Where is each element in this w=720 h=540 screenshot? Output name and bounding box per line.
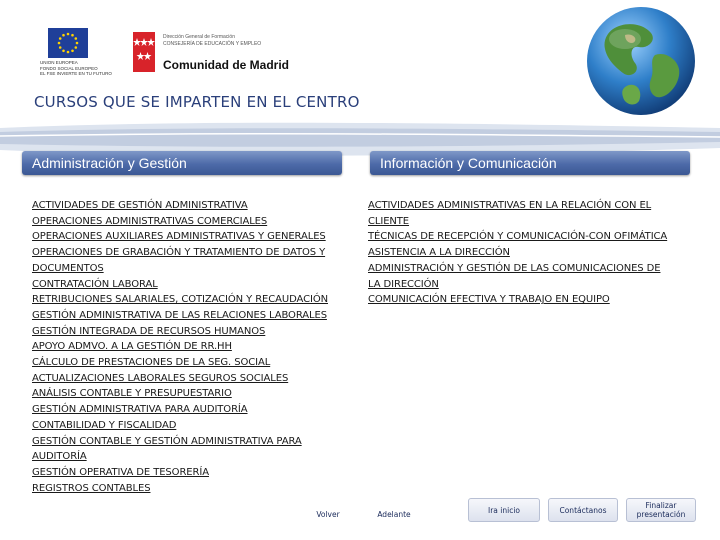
end-presentation-button[interactable] (626, 498, 696, 522)
cm-logo-department: CONSEJERÍA DE EDUCACIÓN Y EMPLEO (163, 41, 262, 47)
next-button-label: Adelante (377, 509, 411, 519)
eu-flag-icon (48, 28, 88, 58)
eu-text-line: EL FSE INVIERTE EN TU FUTURO (40, 71, 112, 76)
course-link[interactable]: CÁLCULO DE PRESTACIONES DE LA SEG. SOCIAL (32, 357, 271, 369)
course-link[interactable]: RETRIBUCIONES SALARIALES, COTIZACIÓN Y RECAUDACIÓN (32, 294, 328, 306)
course-link[interactable]: LA DIRECCIÓN (368, 278, 439, 290)
course-link[interactable]: ACTIVIDADES ADMINISTRATIVAS EN LA RELACIÓN CON EL (368, 200, 652, 211)
course-link[interactable]: COMUNICACIÓN EFECTIVA Y TRABAJO EN EQUIPO (368, 294, 610, 306)
course-link[interactable]: TÉCNICAS DE RECEPCIÓN Y COMUNICACIÓN-CON OFIMÁTICA (368, 231, 668, 243)
cm-logo-subtitle: Dirección General de Formación (163, 34, 235, 40)
back-button[interactable] (304, 503, 352, 525)
cm-logo-title: Comunidad de Madrid (163, 58, 289, 72)
course-link[interactable]: ADMINISTRACIÓN Y GESTIÓN DE LAS COMUNICACIONES DE (368, 262, 661, 274)
course-list-administracion (32, 198, 354, 496)
page-title: CURSOS QUE SE IMPARTEN EN EL CENTRO (34, 93, 360, 111)
home-button-label: Ira inicio (488, 505, 520, 515)
course-link[interactable]: AUDITORÍA (32, 451, 87, 463)
course-link[interactable]: CONTRATACIÓN LABORAL (32, 278, 158, 290)
next-button[interactable] (370, 503, 418, 525)
category-header-informacion[interactable]: Información y Comunicación (370, 151, 690, 175)
course-link[interactable]: GESTIÓN OPERATIVA DE TESORERÍA (32, 466, 209, 478)
course-link[interactable]: OPERACIONES AUXILIARES ADMINISTRATIVAS Y GENERALES (32, 231, 326, 243)
course-link[interactable]: GESTIÓN CONTABLE Y GESTIÓN ADMINISTRATIVA PARA (32, 435, 302, 447)
eu-text-line: FONDO SOCIAL EUROPEO (40, 65, 98, 71)
course-link[interactable]: GESTIÓN ADMINISTRATIVA DE LAS RELACIONES LABORALES (32, 309, 327, 321)
course-link[interactable]: REGISTROS CONTABLES (32, 482, 151, 494)
course-link[interactable]: ACTIVIDADES DE GESTIÓN ADMINISTRATIVA (32, 200, 248, 211)
globe-icon (585, 5, 697, 117)
course-link[interactable]: CLIENTE (368, 215, 410, 227)
home-button[interactable] (468, 498, 540, 522)
madrid-emblem-icon (133, 32, 157, 72)
course-link[interactable]: ACTUALIZACIONES LABORALES SEGUROS SOCIALES (32, 372, 289, 384)
course-link[interactable]: GESTIÓN INTEGRADA DE RECURSOS HUMANOS (32, 325, 266, 337)
course-link[interactable]: CONTABILIDAD Y FISCALIDAD (32, 419, 177, 431)
course-list-informacion (368, 198, 698, 308)
comunidad-madrid-logo (133, 32, 303, 77)
category-header-administracion[interactable]: Administración y Gestión (22, 151, 342, 175)
contact-button-label: Contáctanos (559, 505, 607, 515)
back-button-label: Volver (316, 509, 340, 519)
course-link[interactable]: OPERACIONES DE GRABACIÓN Y TRATAMIENTO DE DATOS Y (32, 247, 326, 259)
contact-button[interactable] (548, 498, 618, 522)
course-link[interactable]: ANÁLISIS CONTABLE Y PRESUPUESTARIO (32, 388, 232, 400)
course-link[interactable]: APOYO ADMVO. A LA GESTIÓN DE RR.HH (32, 341, 232, 353)
eu-logo-text (40, 60, 130, 77)
eu-text-line: UNION EUROPEA (40, 60, 78, 65)
course-link[interactable]: OPERACIONES ADMINISTRATIVAS COMERCIALES (32, 215, 268, 227)
end-presentation-label: Finalizar presentación (636, 501, 686, 519)
course-link[interactable]: DOCUMENTOS (32, 262, 104, 274)
course-link[interactable]: GESTIÓN ADMINISTRATIVA PARA AUDITORÍA (32, 404, 248, 416)
eu-logo (40, 28, 120, 78)
course-link[interactable]: ASISTENCIA A LA DIRECCIÓN (368, 247, 510, 259)
